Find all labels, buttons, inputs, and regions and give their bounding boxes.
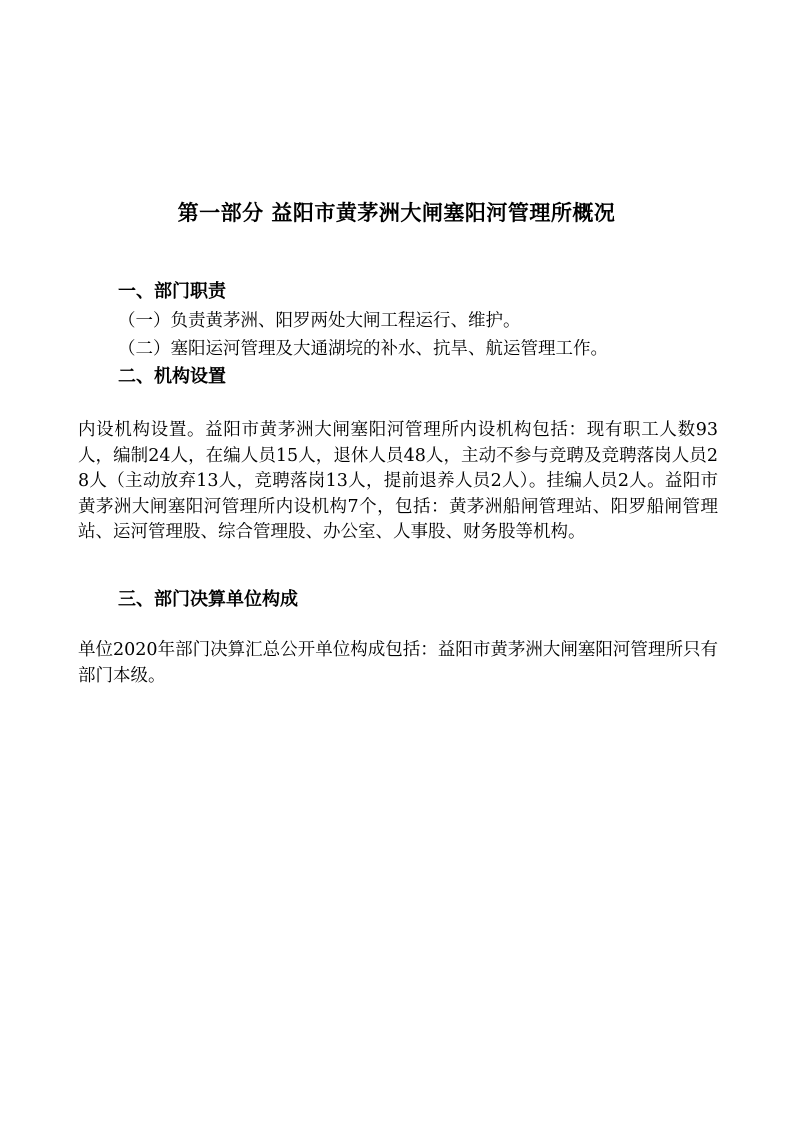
units-paragraph: 单位2020年部门决算汇总公开单位构成包括：益阳市黄茅洲大闸塞阳河管理所只有部门本级。 (78, 640, 718, 686)
section-heading-units: 三、部门决算单位构成 (118, 589, 298, 610)
organization-paragraph: 内设机构设置。益阳市黄茅洲大闸塞阳河管理所内设机构包括：现有职工人数93人，编制24人，在编人员15人，退休人员48人，主动不参与竞聘及竞聘落岗人员28人（主动放弃13人，竞聘落岗13人，提前退养人员2人）。挂编人员2人。益阳市黄茅洲大闸塞阳河管理所内设机构7个，包括：黄茅洲船闸管理站、阳罗船闸管理站、运河管理股、综合管理股、办公室、人事股、财务股等机构。 (78, 420, 718, 542)
duty-item-1: （一）负责黄茅洲、阳罗两处大闸工程运行、维护。 (118, 311, 521, 331)
section-heading-organization: 二、机构设置 (118, 366, 226, 387)
duty-item-2: （二）塞阳运河管理及大通湖垸的补水、抗旱、航运管理工作。 (118, 339, 608, 359)
section-heading-duties: 一、部门职责 (118, 281, 226, 302)
page-title: 第一部分 益阳市黄茅洲大闸塞阳河管理所概况 (177, 200, 616, 225)
